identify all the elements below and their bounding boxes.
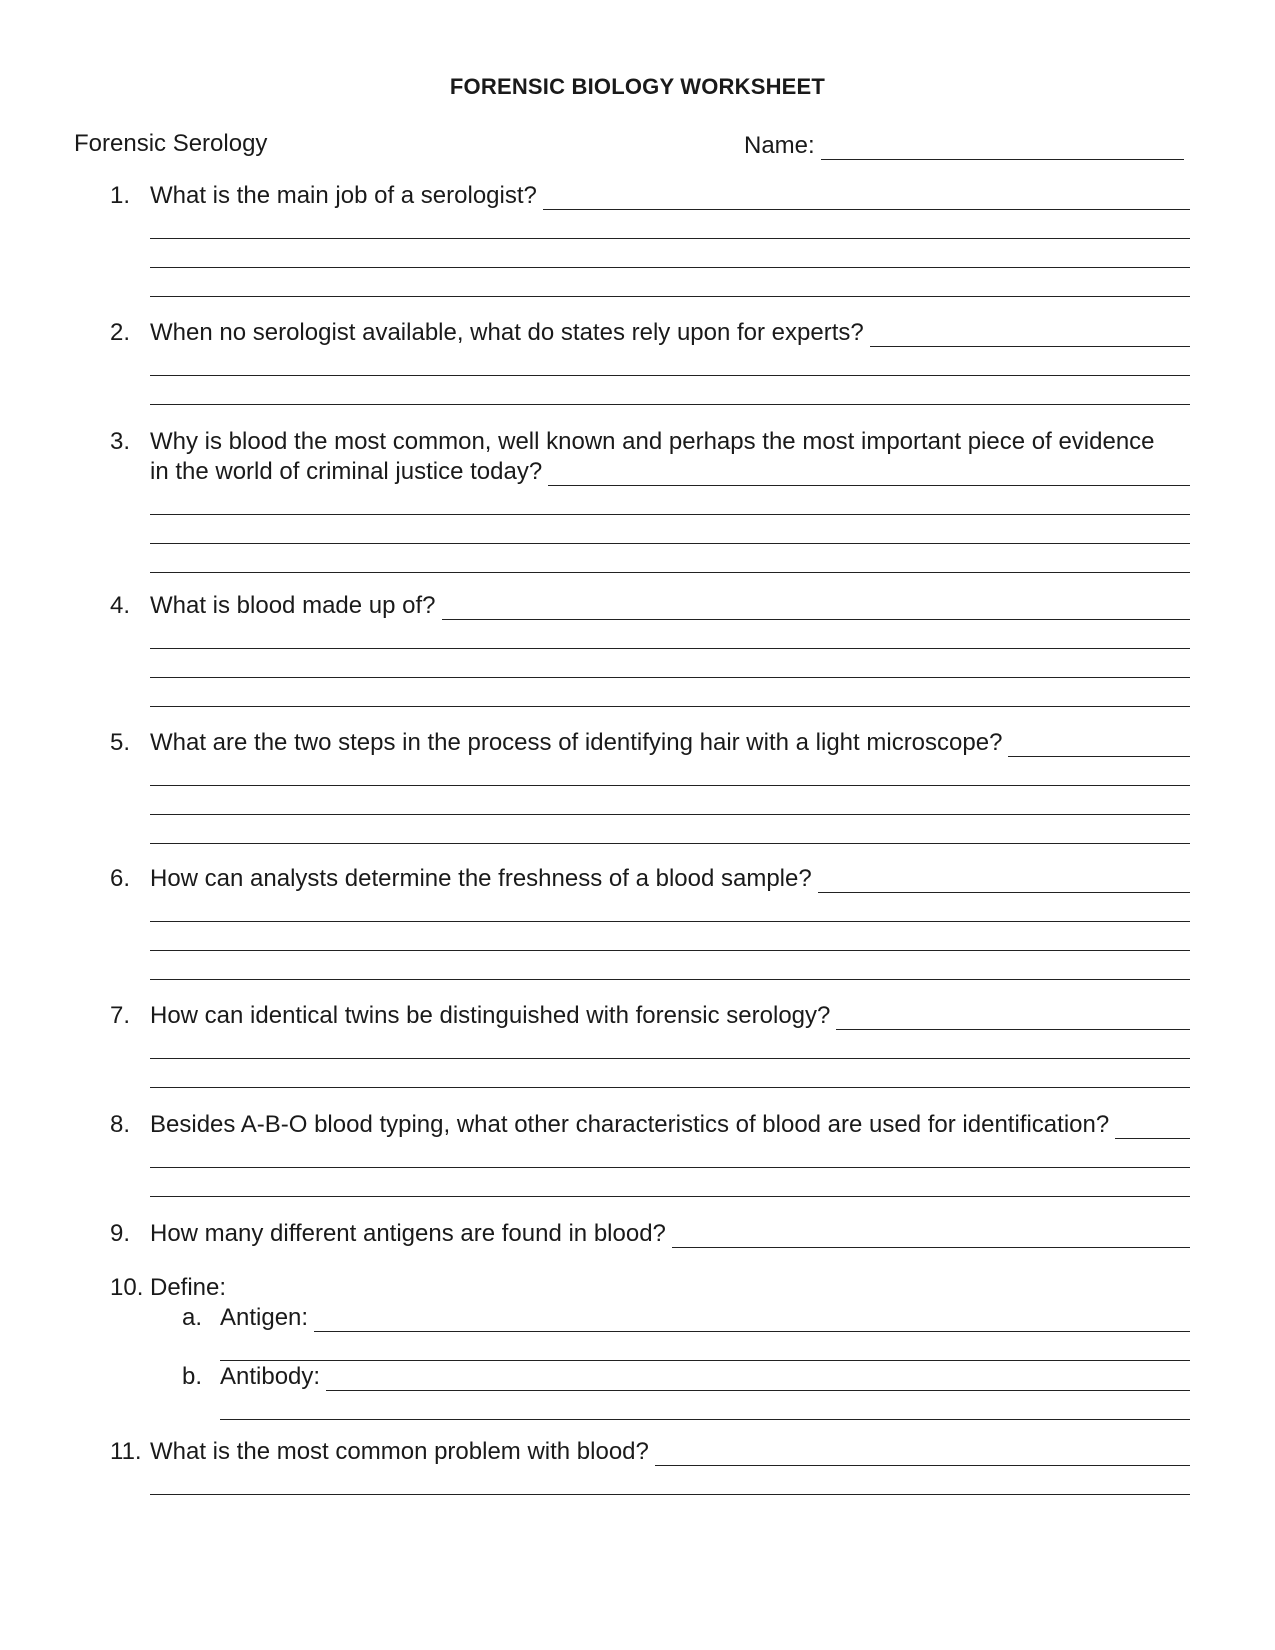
answer-line[interactable] — [150, 486, 1190, 515]
answer-line[interactable] — [150, 649, 1190, 678]
question-text: How can analysts determine the freshness of a blood sample? — [150, 865, 812, 892]
question-text: What is the main job of a serologist? — [150, 182, 537, 209]
answer-blank[interactable] — [543, 187, 1190, 210]
answer-blank[interactable] — [1115, 1116, 1190, 1139]
question-5 — [110, 727, 1190, 844]
question-number: 6. — [110, 865, 131, 892]
answer-line[interactable] — [150, 376, 1190, 405]
question-8 — [110, 1109, 1190, 1197]
question-number: 5. — [110, 729, 131, 756]
answer-line[interactable] — [150, 1059, 1190, 1088]
answer-line[interactable] — [150, 893, 1190, 922]
answer-line[interactable] — [150, 1030, 1190, 1059]
answer-line[interactable] — [150, 815, 1190, 844]
answer-line[interactable] — [150, 620, 1190, 649]
question-6 — [110, 863, 1190, 980]
sub-item-letter: a. — [182, 1304, 203, 1331]
question-text: What is the most common problem with blood? — [150, 1438, 649, 1465]
question-4 — [110, 590, 1190, 707]
question-number: 10. — [110, 1274, 144, 1301]
answer-blank[interactable] — [548, 463, 1190, 486]
answer-blank[interactable] — [442, 597, 1190, 620]
answer-line[interactable] — [150, 544, 1190, 573]
question-text: How many different antigens are found in blood? — [150, 1220, 666, 1247]
question-number: 2. — [110, 319, 131, 346]
answer-line[interactable] — [150, 515, 1190, 544]
question-number: 1. — [110, 182, 131, 209]
answer-line[interactable] — [220, 1332, 1190, 1361]
answer-line[interactable] — [150, 922, 1190, 951]
question-1 — [110, 180, 1190, 297]
question-10 — [110, 1272, 1190, 1420]
define-item-antibody — [182, 1361, 1190, 1391]
answer-blank[interactable] — [1008, 734, 1190, 757]
answer-line[interactable] — [150, 268, 1190, 297]
section-subtitle: Forensic Serology — [74, 130, 268, 157]
answer-blank[interactable] — [870, 324, 1190, 347]
answer-line[interactable] — [150, 786, 1190, 815]
answer-line[interactable] — [150, 951, 1190, 980]
question-text: Define: — [150, 1274, 227, 1301]
question-number: 4. — [110, 592, 131, 619]
answer-line[interactable] — [150, 1139, 1190, 1168]
question-text: What are the two steps in the process of identifying hair with a light microscope? — [150, 729, 1003, 756]
answer-line[interactable] — [150, 347, 1190, 376]
question-number: 9. — [110, 1220, 131, 1247]
question-text-continued: in the world of criminal justice today? — [150, 458, 543, 485]
sub-item-letter: b. — [182, 1363, 203, 1390]
answer-blank[interactable] — [818, 870, 1190, 893]
answer-line[interactable] — [150, 239, 1190, 268]
question-3 — [110, 426, 1190, 573]
answer-blank[interactable] — [326, 1368, 1190, 1391]
answer-blank[interactable] — [836, 1007, 1190, 1030]
question-number: 11. — [110, 1438, 142, 1465]
question-9 — [110, 1218, 1190, 1248]
answer-line[interactable] — [150, 678, 1190, 707]
sub-item-term: Antigen: — [220, 1304, 309, 1331]
answer-blank[interactable] — [672, 1225, 1190, 1248]
question-text: What is blood made up of? — [150, 592, 436, 619]
define-item-antigen — [182, 1302, 1190, 1332]
sub-item-term: Antibody: — [220, 1363, 321, 1390]
answer-line[interactable] — [220, 1391, 1190, 1420]
question-number: 7. — [110, 1002, 131, 1029]
question-text: Why is blood the most common, well known and perhaps the most important piece of evidence — [150, 428, 1155, 455]
answer-line[interactable] — [150, 210, 1190, 239]
question-7 — [110, 1000, 1190, 1088]
answer-blank[interactable] — [655, 1443, 1190, 1466]
question-text: How can identical twins be distinguished with forensic serology? — [150, 1002, 831, 1029]
question-11 — [110, 1436, 1190, 1495]
question-text: When no serologist available, what do states rely upon for experts? — [150, 319, 864, 346]
answer-line[interactable] — [150, 1168, 1190, 1197]
answer-blank[interactable] — [314, 1309, 1190, 1332]
question-number: 3. — [110, 428, 131, 455]
question-text: Besides A-B-O blood typing, what other characteristics of blood are used for identification? — [150, 1111, 1110, 1138]
question-2 — [110, 317, 1190, 405]
name-blank[interactable] — [821, 137, 1184, 160]
answer-line[interactable] — [150, 1466, 1190, 1495]
name-field-row — [744, 130, 1184, 160]
answer-line[interactable] — [150, 757, 1190, 786]
question-number: 8. — [110, 1111, 131, 1138]
page-title: FORENSIC BIOLOGY WORKSHEET — [449, 74, 826, 99]
name-label: Name: — [744, 132, 815, 159]
